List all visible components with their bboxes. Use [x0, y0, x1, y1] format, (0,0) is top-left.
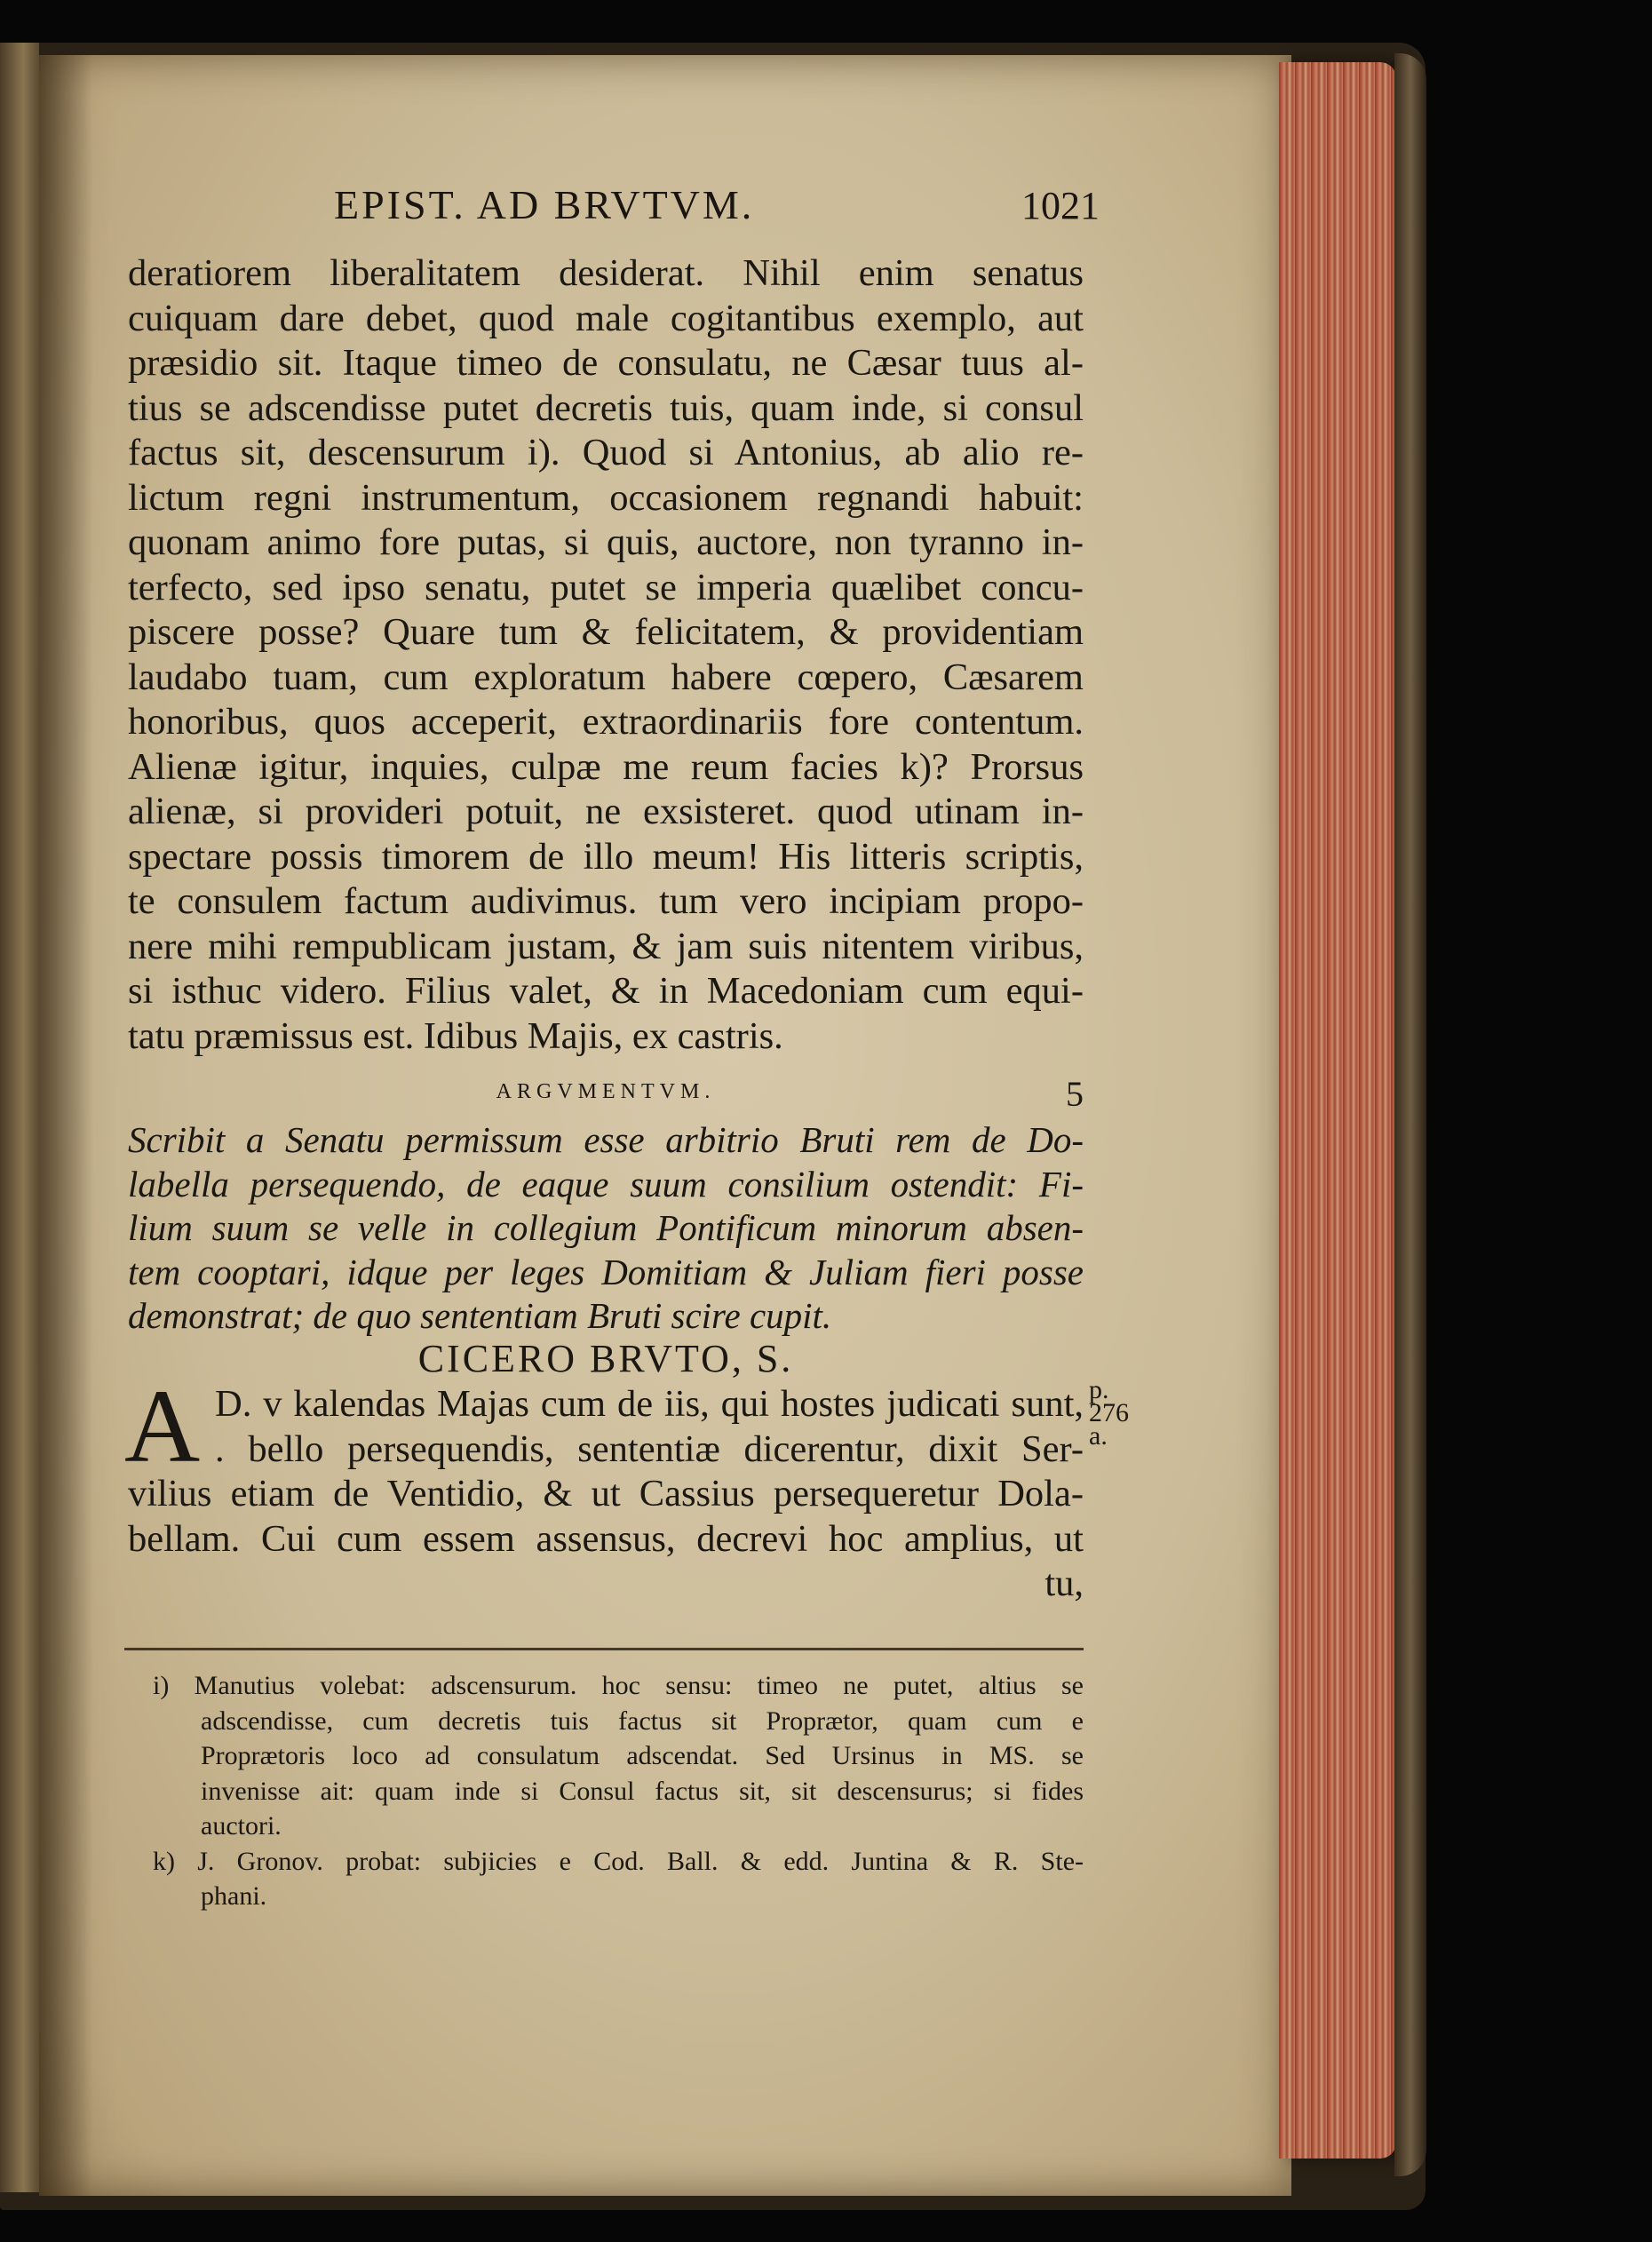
- body-line: tius se adscendisse putet decretis tuis, quam inde, si consul: [128, 386, 1084, 429]
- running-title: EPIST. AD BRVTVM.: [334, 182, 755, 227]
- body-line: præsidio sit. Itaque timeo de consulatu, ne Cæsar tuus al-: [128, 342, 1084, 384]
- marginal-line: p.: [1089, 1375, 1109, 1404]
- argumentum-line: tem cooptari, idque per leges Domitiam & Juliam fieri posse: [128, 1251, 1084, 1292]
- letter-text: [128, 1382, 1084, 1607]
- letter-line: D. v kalendas Majas cum de iis, qui hostes judicati sunt,: [215, 1383, 1084, 1425]
- letter-title: CICERO BRVTO, S.: [417, 1337, 794, 1380]
- footnotes: [153, 1668, 1084, 1914]
- footnote-line: invenisse ait: quam inde si Consul factus sit, sit descensurus; si fides: [201, 1776, 1084, 1806]
- body-line: lictum regni instrumentum, occasionem regnandi habuit:: [128, 476, 1084, 519]
- body-line: laudabo tuam, cum exploratum habere cœpero, Cæsarem: [128, 656, 1084, 698]
- footnote-line: i) Manutius volebat: adscensurum. hoc sensu: timeo ne putet, altius se: [153, 1671, 1084, 1700]
- page-number: 1021: [1021, 184, 1100, 227]
- argumentum-line: labella persequendo, de eaque suum consilium ostendit: Fi-: [128, 1163, 1084, 1204]
- body-line: factus sit, descensurum i). Quod si Antonius, ab alio re-: [128, 432, 1084, 473]
- marginal-line: a.: [1089, 1421, 1108, 1451]
- argumentum-line: lium suum se velle in collegium Pontificum minorum absen-: [128, 1207, 1084, 1248]
- catchword: tu,: [1044, 1562, 1084, 1604]
- argumentum-text: [128, 1118, 1084, 1339]
- footnote-line: k) J. Gronov. probat: subjicies e Cod. Ball. & edd. Juntina & R. Ste-: [153, 1846, 1084, 1876]
- gutter-shadow: [39, 55, 92, 2196]
- body-line: te consulem factum audivimus. tum vero incipiam propo-: [128, 880, 1084, 922]
- body-line: honoribus, quos acceperit, extraordinariis fore contentum.: [128, 701, 1084, 743]
- body-line: terfecto, sed ipso senatu, putet se imperia quælibet concu-: [128, 566, 1084, 608]
- letter-line: . bello persequendis, sententiæ dicerentur, dixit Ser-: [215, 1427, 1084, 1470]
- letter-number: 5: [1066, 1074, 1084, 1114]
- letter-line: vilius etiam de Ventidio, & ut Cassius persequeretur Dola-: [128, 1473, 1084, 1515]
- page-edges: [1279, 62, 1396, 2159]
- marginal-reference: [1089, 1375, 1142, 1451]
- body-line: cuiquam dare debet, quod male cogitantibus exemplo, aut: [128, 297, 1084, 339]
- argumentum-heading: ARGVMENTVM.: [496, 1080, 716, 1103]
- marginal-line: 276: [1089, 1398, 1129, 1427]
- body-text: [128, 251, 1084, 1059]
- footnote-line: adscendisse, cum decretis tuis factus sit Proprætor, quam cum e: [201, 1705, 1084, 1736]
- body-line: quonam animo fore putas, si quis, auctore, non tyranno in-: [128, 521, 1084, 563]
- drop-cap: A: [124, 1368, 201, 1484]
- footnote-rule: [124, 1648, 1084, 1650]
- footnote-line: phani.: [201, 1881, 267, 1911]
- cover-edge: [1394, 53, 1426, 2176]
- body-line: Alienæ igitur, inquies, culpæ me reum facies k)? Prorsus: [128, 745, 1084, 788]
- body-line: alienæ, si provideri potuit, ne exsisteret. quod utinam in-: [128, 791, 1084, 832]
- argumentum-line: Scribit a Senatu permissum esse arbitrio Bruti rem de Do-: [128, 1119, 1084, 1160]
- argumentum-line: demonstrat; de quo sententiam Bruti scire cupit.: [128, 1295, 832, 1336]
- body-line: spectare possis timorem de illo meum! His litteris scriptis,: [128, 835, 1084, 878]
- letter-line: bellam. Cui cum essem assensus, decrevi hoc amplius, ut: [128, 1517, 1084, 1560]
- footnote-line: auctori.: [201, 1811, 282, 1841]
- body-line: nere mihi rempublicam justam, & jam suis nitentem viribus,: [128, 925, 1084, 967]
- footnote-line: Proprætoris loco ad consulatum adscendat. Sed Ursinus in MS. se: [201, 1741, 1084, 1770]
- body-line: si isthuc videro. Filius valet, & in Macedoniam cum equi-: [128, 970, 1084, 1012]
- body-line: piscere posse? Quare tum & felicitatem, & providentiam: [128, 611, 1084, 653]
- facing-page-edge: [0, 43, 39, 2192]
- body-line: tatu præmissus est. Idibus Majis, ex castris.: [128, 1014, 783, 1057]
- body-line: deratiorem liberalitatem desiderat. Nihil enim senatus: [128, 252, 1084, 294]
